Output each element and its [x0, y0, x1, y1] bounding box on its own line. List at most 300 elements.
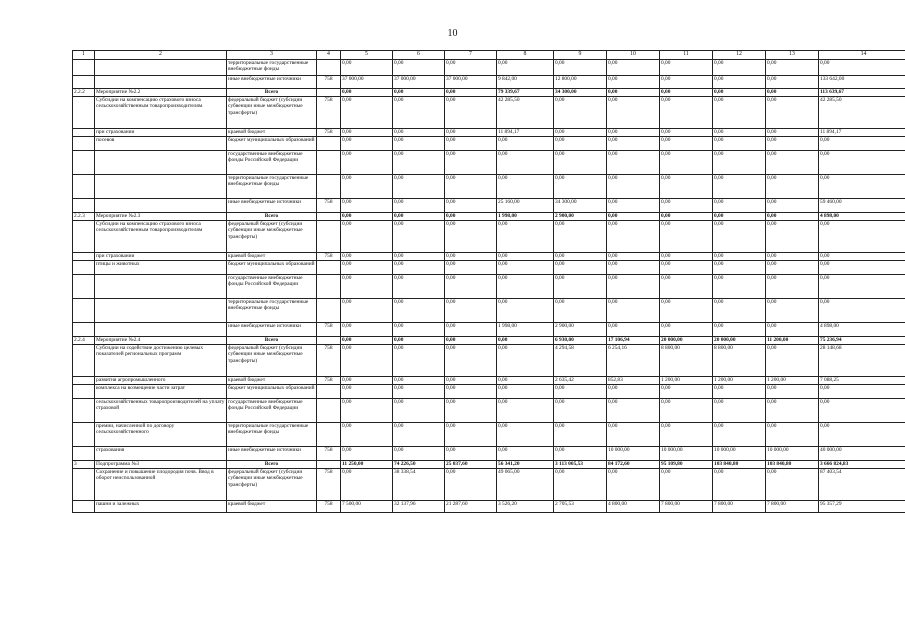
table-cell: 74 226,50 — [393, 461, 445, 469]
table-cell — [95, 275, 227, 299]
table-cell: Всего — [227, 213, 317, 221]
table-cell: 0,00 — [713, 275, 766, 299]
table-cell: 0,00 — [341, 377, 393, 385]
table-row — [73, 323, 905, 337]
table-cell: 0,00 — [766, 423, 819, 447]
table-cell: 0,00 — [819, 275, 905, 299]
table-cell — [317, 60, 341, 76]
table-cell — [73, 76, 95, 89]
table-cell: 0,00 — [554, 151, 607, 175]
table-row — [73, 261, 905, 275]
table-cell: 0,00 — [713, 89, 766, 97]
table-cell: 758 — [317, 447, 341, 461]
table-cell: 0,00 — [660, 399, 713, 423]
page-number: 10 — [447, 28, 458, 39]
table-cell: иные внебюджетные источники — [227, 199, 317, 213]
table-cell: 0,00 — [497, 423, 554, 447]
table-cell: 0,00 — [607, 299, 660, 323]
table-cell: 12 800,00 — [554, 76, 607, 89]
table-cell: 49 065,00 — [497, 469, 554, 501]
table-cell — [73, 385, 95, 399]
table-cell: 34 300,00 — [554, 199, 607, 213]
table-cell: 0,00 — [445, 89, 497, 97]
table-row — [73, 253, 905, 261]
table-cell — [73, 275, 95, 299]
table-cell: территориальные государственные внебюджетные фонды — [227, 60, 317, 76]
table-cell — [73, 175, 95, 199]
table-cell — [73, 399, 95, 423]
table-cell — [73, 423, 95, 447]
table-cell: 0,00 — [607, 399, 660, 423]
table-cell — [73, 447, 95, 461]
table-cell: 0,00 — [660, 299, 713, 323]
table-cell: 0,00 — [766, 213, 819, 221]
table-cell: 37 000,00 — [445, 76, 497, 89]
table-cell: 0,00 — [393, 399, 445, 423]
table-cell: 758 — [317, 501, 341, 513]
table-row — [73, 337, 905, 345]
table-cell: 6 930,00 — [554, 337, 607, 345]
table-cell — [317, 275, 341, 299]
table-row — [73, 377, 905, 385]
table-cell: 2.2.3 — [73, 213, 95, 221]
table-cell — [317, 423, 341, 447]
table-cell: Субсидии на компенсацию страхового взноса сельскохозяйственным товаропроизводителям — [95, 221, 227, 253]
table-cell: 17 106,94 — [607, 337, 660, 345]
table-cell: 4 800,00 — [607, 501, 660, 513]
table-cell: 20 000,00 — [713, 337, 766, 345]
table-cell: 2 900,00 — [554, 213, 607, 221]
table-cell: 0,00 — [660, 275, 713, 299]
table-cell — [73, 299, 95, 323]
table-cell: пашни и залежных — [95, 501, 227, 513]
table-cell: 0,00 — [660, 221, 713, 253]
table-cell: Подпрограмма №3 — [95, 461, 227, 469]
table-cell: 11 250,00 — [341, 461, 393, 469]
table-row — [73, 461, 905, 469]
table-cell: 0,00 — [341, 337, 393, 345]
table-cell: 0,00 — [554, 175, 607, 199]
table-row — [73, 385, 905, 399]
table-cell: 0,00 — [660, 469, 713, 501]
table-cell: 0,00 — [607, 469, 660, 501]
table-cell: 0,00 — [819, 151, 905, 175]
table-row — [73, 151, 905, 175]
table-row — [73, 97, 905, 129]
table-cell — [73, 469, 95, 501]
table-cell: 0,00 — [341, 385, 393, 399]
table-cell: 0,00 — [766, 137, 819, 151]
table-cell: 10 000,00 — [766, 447, 819, 461]
table-cell: 0,00 — [660, 175, 713, 199]
table-cell: 0,00 — [607, 199, 660, 213]
table-cell: 0,00 — [713, 385, 766, 399]
table-cell: 10 000,00 — [713, 447, 766, 461]
column-header: 8 — [497, 51, 554, 60]
table-cell: бюджет муниципальных образований — [227, 261, 317, 275]
table-cell: 0,00 — [445, 299, 497, 323]
table-cell: 1 998,00 — [497, 323, 554, 337]
table-cell: 758 — [317, 97, 341, 129]
table-cell: 758 — [317, 345, 341, 377]
table-cell — [95, 76, 227, 89]
table-cell: 0,00 — [554, 385, 607, 399]
table-cell: 0,00 — [341, 137, 393, 151]
table-cell: 0,00 — [341, 299, 393, 323]
table-cell: 0,00 — [554, 275, 607, 299]
table-cell: 0,00 — [766, 175, 819, 199]
table-cell: иные внебюджетные источники — [227, 323, 317, 337]
table-cell: 2 635,42 — [554, 377, 607, 385]
table-cell: Субсидии на компенсацию страхового взноса сельскохозяйственным товаропроизводителям — [95, 97, 227, 129]
table-cell: 0,00 — [341, 423, 393, 447]
table-cell: 4 898,00 — [819, 213, 905, 221]
table-cell: 0,00 — [445, 469, 497, 501]
table-cell: Всего — [227, 337, 317, 345]
table-cell: 0,00 — [445, 97, 497, 129]
table-row — [73, 199, 905, 213]
table-cell: 0,00 — [554, 97, 607, 129]
table-cell: 0,00 — [660, 323, 713, 337]
table-cell: 0,00 — [341, 253, 393, 261]
table-cell: посевов — [95, 137, 227, 151]
table-cell: 0,00 — [393, 151, 445, 175]
table-cell: 4 294,58 — [554, 345, 607, 377]
table-cell: 758 — [317, 377, 341, 385]
table-cell: 0,00 — [607, 275, 660, 299]
table-cell: Всего — [227, 461, 317, 469]
table-cell: 0,00 — [713, 151, 766, 175]
budget-table — [72, 50, 905, 513]
table-cell: 0,00 — [445, 175, 497, 199]
table-row — [73, 60, 905, 76]
table-cell — [95, 175, 227, 199]
table-cell: 0,00 — [341, 469, 393, 501]
table-cell: 758 — [317, 253, 341, 261]
table-cell: 0,00 — [341, 213, 393, 221]
table-cell: 40 000,00 — [819, 447, 905, 461]
table-cell: 0,00 — [766, 60, 819, 76]
table-cell: 0,00 — [819, 60, 905, 76]
table-cell: 28 148,68 — [819, 345, 905, 377]
table-cell: Мероприятие №2.2 — [95, 89, 227, 97]
table-cell: 0,00 — [607, 151, 660, 175]
table-cell: 0,00 — [393, 137, 445, 151]
table-cell: 0,00 — [607, 253, 660, 261]
table-row — [73, 175, 905, 199]
table-cell: 0,00 — [660, 261, 713, 275]
table-cell — [317, 461, 341, 469]
table-cell: 0,00 — [607, 97, 660, 129]
table-cell: 0,00 — [819, 261, 905, 275]
table-cell: 0,00 — [660, 97, 713, 129]
table-cell: 0,00 — [607, 60, 660, 76]
table-cell: 0,00 — [713, 199, 766, 213]
table-cell: 21 287,60 — [445, 501, 497, 513]
table-cell — [317, 175, 341, 199]
table-cell: 1 200,00 — [713, 377, 766, 385]
table-cell: 0,00 — [445, 129, 497, 137]
table-cell: 7 800,00 — [660, 501, 713, 513]
table-row — [73, 275, 905, 299]
table-cell: 0,00 — [766, 385, 819, 399]
table-cell: 0,00 — [607, 261, 660, 275]
table-cell: 0,00 — [554, 261, 607, 275]
table-cell: 0,00 — [445, 377, 497, 385]
table-cell: 0,00 — [660, 76, 713, 89]
table-cell: 0,00 — [660, 423, 713, 447]
table-cell: 0,00 — [445, 323, 497, 337]
table-cell: 0,00 — [819, 423, 905, 447]
table-cell: 0,00 — [554, 423, 607, 447]
table-cell: 0,00 — [341, 175, 393, 199]
table-cell: 11 894,17 — [819, 129, 905, 137]
table-cell: федеральный бюджет (субсидии субвенции иные межбюджетные трансферты) — [227, 469, 317, 501]
table-cell: комплекса на возмещение части затрат — [95, 385, 227, 399]
table-cell — [73, 137, 95, 151]
table-cell: 0,00 — [766, 299, 819, 323]
table-cell: 79 339,67 — [497, 89, 554, 97]
table-cell: птицы и животных — [95, 261, 227, 275]
column-header: 14 — [819, 51, 905, 60]
table-cell — [317, 151, 341, 175]
column-header: 2 — [95, 51, 227, 60]
table-cell: 852,83 — [607, 377, 660, 385]
table-cell: государственные внебюджетные фонды Российской Федерации — [227, 399, 317, 423]
table-cell: 7 800,00 — [713, 501, 766, 513]
table-cell: Субсидии на содействие достижению целевых показателей региональных программ — [95, 345, 227, 377]
table-cell: 0,00 — [766, 129, 819, 137]
table-cell — [317, 221, 341, 253]
table-cell: 0,00 — [393, 89, 445, 97]
table-cell: 0,00 — [766, 151, 819, 175]
table-cell: 0,00 — [445, 399, 497, 423]
table-cell — [73, 199, 95, 213]
table-cell: 0,00 — [660, 137, 713, 151]
table-cell: 0,00 — [660, 129, 713, 137]
table-cell: 0,00 — [341, 323, 393, 337]
table-cell: 8 800,00 — [660, 345, 713, 377]
table-cell: 2 900,00 — [554, 323, 607, 337]
table-cell: 0,00 — [766, 345, 819, 377]
table-row — [73, 423, 905, 447]
table-cell: 0,00 — [497, 399, 554, 423]
table-cell: 0,00 — [497, 137, 554, 151]
table-cell: 6 254,16 — [607, 345, 660, 377]
table-cell: 3 — [73, 461, 95, 469]
table-cell: 0,00 — [554, 469, 607, 501]
table-cell: при страховании — [95, 129, 227, 137]
column-header: 9 — [554, 51, 607, 60]
table-cell: 0,00 — [341, 447, 393, 461]
table-cell: 0,00 — [766, 399, 819, 423]
table-cell: 0,00 — [445, 253, 497, 261]
table-cell: 2.2.2 — [73, 89, 95, 97]
table-cell — [95, 323, 227, 337]
table-cell: 0,00 — [497, 175, 554, 199]
table-cell: федеральный бюджет (субсидии субвенции иные межбюджетные трансферты) — [227, 97, 317, 129]
table-cell: 0,00 — [554, 129, 607, 137]
table-cell: 103 840,80 — [766, 461, 819, 469]
table-cell: 0,00 — [393, 385, 445, 399]
table-cell: 84 172,60 — [607, 461, 660, 469]
table-cell: 0,00 — [713, 221, 766, 253]
table-cell: 0,00 — [393, 275, 445, 299]
table-cell: 0,00 — [497, 385, 554, 399]
table-cell: премии, начисленной по договору сельскохозяйственного — [95, 423, 227, 447]
table-cell: 0,00 — [445, 151, 497, 175]
table-cell: 0,00 — [393, 447, 445, 461]
table-cell: 25 037,60 — [445, 461, 497, 469]
table-cell: 0,00 — [819, 137, 905, 151]
table-cell: государственные внебюджетные фонды Российской Федерации — [227, 275, 317, 299]
table-cell: 0,00 — [497, 447, 554, 461]
table-cell — [73, 501, 95, 513]
table-cell: 0,00 — [393, 60, 445, 76]
table-cell: 10 000,00 — [607, 447, 660, 461]
table-cell: 0,00 — [393, 129, 445, 137]
table-cell — [73, 345, 95, 377]
table-cell: 758 — [317, 323, 341, 337]
table-cell: 7 800,00 — [766, 501, 819, 513]
table-cell: 0,00 — [341, 221, 393, 253]
table-cell: 0,00 — [607, 89, 660, 97]
table-cell: 0,00 — [497, 221, 554, 253]
table-cell: Сохранение и повышение плодородия почв. Ввод в оборот неиспользованной — [95, 469, 227, 501]
table-cell: 758 — [317, 469, 341, 501]
table-cell: 0,00 — [607, 137, 660, 151]
table-cell: 0,00 — [341, 261, 393, 275]
table-cell: 758 — [317, 76, 341, 89]
table-cell: 7 500,00 — [341, 501, 393, 513]
table-cell: 0,00 — [819, 385, 905, 399]
table-cell: 0,00 — [497, 337, 554, 345]
table-cell: 4 898,00 — [819, 323, 905, 337]
table-cell: 0,00 — [497, 345, 554, 377]
table-cell: 0,00 — [445, 345, 497, 377]
table-cell: федеральный бюджет (субсидии субвенции иные межбюджетные трансферты) — [227, 221, 317, 253]
table-cell: 38 338,54 — [393, 469, 445, 501]
table-cell: территориальные государственные внебюджетные фонды — [227, 423, 317, 447]
table-cell: 0,00 — [713, 97, 766, 129]
table-cell: 0,00 — [766, 253, 819, 261]
table-cell: 0,00 — [341, 89, 393, 97]
table-cell: 0,00 — [497, 151, 554, 175]
table-cell: 0,00 — [607, 385, 660, 399]
table-cell: 0,00 — [497, 60, 554, 76]
table-cell: 0,00 — [393, 221, 445, 253]
column-header: 7 — [445, 51, 497, 60]
table-cell — [73, 377, 95, 385]
table-cell: 0,00 — [445, 137, 497, 151]
table-cell: 0,00 — [393, 175, 445, 199]
table-cell: 25 160,00 — [497, 199, 554, 213]
table-row — [73, 345, 905, 377]
table-cell: 37 000,00 — [393, 76, 445, 89]
table-cell — [317, 89, 341, 97]
table-cell: 0,00 — [607, 76, 660, 89]
table-cell: 75 236,94 — [819, 337, 905, 345]
table-cell: 59 460,00 — [819, 199, 905, 213]
table-cell — [73, 323, 95, 337]
table-cell: 0,00 — [766, 275, 819, 299]
table-cell: 1 200,00 — [766, 377, 819, 385]
table-cell: 0,00 — [660, 151, 713, 175]
table-cell: 42 285,50 — [497, 97, 554, 129]
table-cell: 42 285,50 — [819, 97, 905, 129]
table-cell: 34 300,00 — [554, 89, 607, 97]
table-cell: 0,00 — [713, 129, 766, 137]
table-cell: 0,00 — [607, 175, 660, 199]
table-cell: 0,00 — [341, 60, 393, 76]
column-header: 3 — [227, 51, 317, 60]
table-cell: 0,00 — [766, 469, 819, 501]
table-cell: иные внебюджетные источники — [227, 76, 317, 89]
table-cell — [95, 151, 227, 175]
table-cell: 0,00 — [713, 60, 766, 76]
table-cell — [73, 129, 95, 137]
table-cell: 8 800,00 — [713, 345, 766, 377]
column-header: 4 — [317, 51, 341, 60]
table-row — [73, 89, 905, 97]
table-cell: 0,00 — [393, 261, 445, 275]
table-cell: краевой бюджет — [227, 501, 317, 513]
table-cell: 0,00 — [393, 213, 445, 221]
table-cell: 0,00 — [766, 221, 819, 253]
table-cell: 0,00 — [445, 261, 497, 275]
table-cell: 32 137,96 — [393, 501, 445, 513]
table-cell: 2.2.4 — [73, 337, 95, 345]
table-cell: 0,00 — [713, 175, 766, 199]
table-cell: 113 639,67 — [819, 89, 905, 97]
table-cell — [73, 253, 95, 261]
table-cell: краевой бюджет — [227, 377, 317, 385]
table-cell: 758 — [317, 199, 341, 213]
table-cell: 87 403,54 — [819, 469, 905, 501]
table-cell: 3 113 005,53 — [554, 461, 607, 469]
table-cell: Мероприятие №2.3 — [95, 213, 227, 221]
table-cell: 0,00 — [393, 377, 445, 385]
table-cell: 0,00 — [713, 399, 766, 423]
table-cell: 0,00 — [341, 199, 393, 213]
table-cell — [317, 337, 341, 345]
table-cell: 0,00 — [819, 175, 905, 199]
table-row — [73, 399, 905, 423]
table-cell: Всего — [227, 89, 317, 97]
table-cell: 20 000,00 — [660, 337, 713, 345]
table-cell: сельскохозяйственных товаропроизводителей на уплату страховой — [95, 399, 227, 423]
table-cell: краевой бюджет — [227, 253, 317, 261]
table-row — [73, 213, 905, 221]
table-cell — [95, 199, 227, 213]
table-row — [73, 469, 905, 501]
table-cell: 0,00 — [766, 97, 819, 129]
table-cell: 0,00 — [819, 399, 905, 423]
table-cell: 1 200,00 — [660, 377, 713, 385]
table-cell: 0,00 — [713, 213, 766, 221]
table-cell: развития агропромышленного — [95, 377, 227, 385]
table-cell: территориальные государственные внебюджетные фонды — [227, 175, 317, 199]
table-cell: 0,00 — [660, 213, 713, 221]
table-cell: 0,00 — [713, 137, 766, 151]
table-cell: 0,00 — [713, 423, 766, 447]
table-cell: 56 341,20 — [497, 461, 554, 469]
table-cell: 0,00 — [393, 299, 445, 323]
table-cell — [73, 261, 95, 275]
table-cell: 0,00 — [554, 137, 607, 151]
table-cell: 0,00 — [766, 76, 819, 89]
table-cell: 10 000,00 — [660, 447, 713, 461]
